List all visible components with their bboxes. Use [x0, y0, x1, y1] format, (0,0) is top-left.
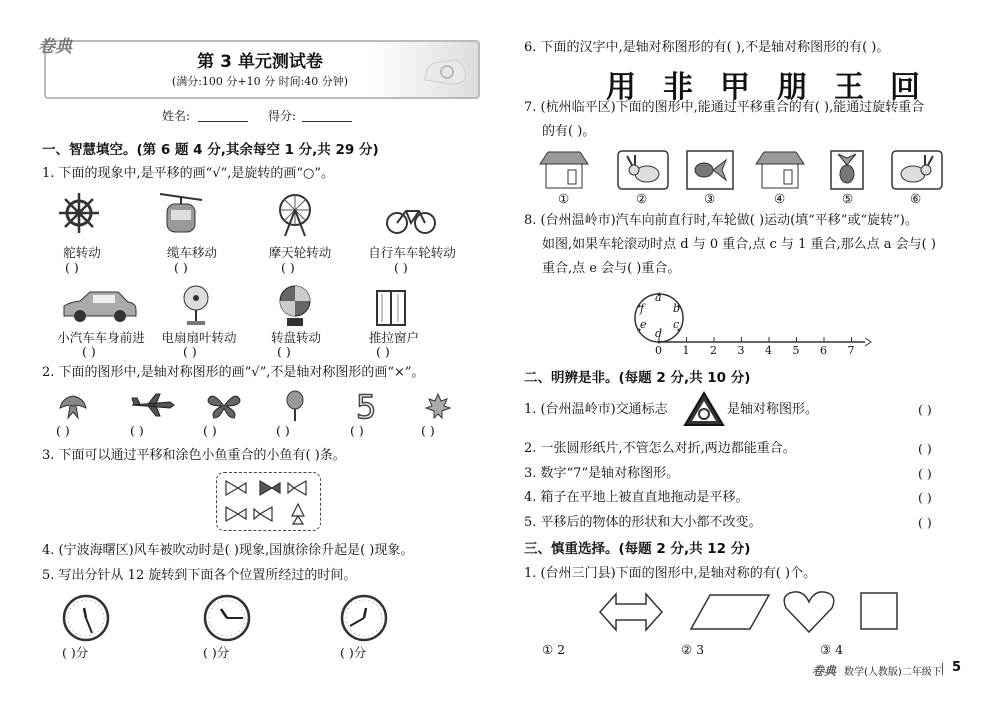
wheel-letter-f: f: [640, 302, 645, 315]
number-line-label: 4: [765, 344, 772, 357]
brand-logo: 卷典: [38, 37, 72, 57]
goldfish-icon-2: [830, 150, 864, 190]
score-line[interactable]: [302, 121, 352, 122]
square-shape: [860, 592, 898, 630]
bicycle-icon: [386, 203, 436, 235]
fan-icon: [178, 284, 214, 326]
q1-label-7: 转盘转动: [270, 330, 321, 345]
number-line-label: 2: [710, 344, 717, 357]
q5-text: 5. 写出分针从 12 旋转到下面各个位置所经过的时间。: [42, 568, 357, 583]
name-line[interactable]: [198, 121, 248, 122]
q7-num-5: ⑤: [842, 191, 854, 206]
helm-wheel-icon: [58, 192, 100, 234]
q2-answer-1[interactable]: ( ): [56, 423, 70, 438]
bird-icon: [58, 392, 88, 420]
q1-label-6: 电扇扇叶转动: [161, 330, 237, 345]
q1-label-4: 自行车车轮转动: [368, 245, 456, 260]
s2-answer-2[interactable]: ( ): [918, 441, 932, 456]
car-icon: [60, 288, 140, 324]
wheel-letter-d: d: [655, 327, 663, 340]
traffic-sign-icon: [683, 391, 725, 427]
cable-car-icon: [160, 190, 202, 236]
number-line-label: 6: [820, 344, 827, 357]
q5-answer-2[interactable]: ( )分: [203, 645, 230, 660]
q2-answer-5[interactable]: ( ): [350, 423, 364, 438]
page-number: 5: [952, 660, 962, 675]
s2-answer-5[interactable]: ( ): [918, 515, 932, 530]
q1-answer-7[interactable]: ( ): [277, 344, 291, 359]
q6-char-6: 回: [890, 70, 920, 105]
rabbit-icon-2: [891, 150, 943, 190]
fish-grid: [216, 472, 320, 530]
q4-text: 4. (宁波海曙区)风车被吹动时是( )现象,国旗徐徐升起是( )现象。: [42, 543, 414, 558]
q1-answer-1[interactable]: ( ): [65, 260, 79, 275]
s2-answer-3[interactable]: ( ): [918, 466, 932, 481]
number-line-label: 1: [682, 344, 690, 357]
q7-text-line1: 7. (杭州临平区)下面的图形中,能通过平移重合的有( ),能通过旋转重合: [524, 100, 925, 115]
footer-divider: [942, 663, 943, 675]
clock-icon-1: [62, 594, 110, 642]
s2-item-4: 4. 箱子在平地上被直直地拖动是平移。: [524, 490, 749, 505]
s2-item-5: 5. 平移后的物体的形状和大小都不改变。: [524, 515, 762, 530]
q2-answer-2[interactable]: ( ): [130, 423, 144, 438]
q1-label-5: 小汽车车身前进: [57, 330, 145, 345]
q1-answer-8[interactable]: ( ): [376, 344, 390, 359]
q6-char-5: 王: [834, 70, 864, 105]
q1-text: 1. 下面的现象中,是平移的画“√”,是旋转的画“○”。: [42, 166, 335, 181]
number-line-label: 3: [737, 344, 745, 357]
heart-shape: [782, 590, 836, 634]
q6-text: 6. 下面的汉字中,是轴对称图形的有( ),不是轴对称图形的有( )。: [524, 40, 890, 55]
turntable-icon: [275, 284, 315, 328]
s2-item-1-post: 是轴对称图形。: [727, 402, 819, 417]
wheel-letter-e: e: [640, 318, 647, 331]
q2-answer-3[interactable]: ( ): [203, 423, 217, 438]
s2-answer-1[interactable]: ( ): [918, 402, 932, 417]
q8-text-line1: 8. (台州温岭市)汽车向前直行时,车轮做( )运动(填“平移”或“旋转”)。: [524, 213, 918, 228]
maple-leaf-icon: [424, 392, 452, 420]
q1-label-8: 推拉窗户: [368, 330, 419, 345]
s2-answer-4[interactable]: ( ): [918, 490, 932, 505]
footer-brand-logo: 卷典: [812, 664, 837, 678]
q7-num-1: ①: [558, 191, 570, 206]
q5-answer-1[interactable]: ( )分: [62, 645, 89, 660]
q2-answer-4[interactable]: ( ): [276, 423, 290, 438]
q1-answer-2[interactable]: ( ): [174, 260, 188, 275]
lollipop-icon: [285, 390, 305, 422]
clock-icon-3: [340, 594, 388, 642]
q2-answer-6[interactable]: ( ): [421, 423, 435, 438]
number-line-label: 5: [792, 344, 800, 357]
s3-option-1[interactable]: ① 2: [542, 642, 566, 657]
sliding-window-icon: [376, 290, 406, 326]
q2-text: 2. 下面的图形中,是轴对称图形的画“√”,不是轴对称图形的画“×”。: [42, 365, 425, 380]
house-icon-1: [538, 150, 590, 190]
s3-option-3[interactable]: ③ 4: [820, 642, 844, 657]
clock-icon-2: [203, 594, 251, 642]
s2-item-1-pre: 1. (台州温岭市)交通标志: [524, 402, 668, 417]
double-arrow-shape: [598, 590, 664, 634]
cloud-decoration: [420, 50, 470, 90]
house-icon-2: [754, 150, 806, 190]
airplane-icon: [130, 392, 174, 418]
score-label: 得分:: [268, 109, 297, 123]
q1-label-2: 缆车移动: [166, 245, 217, 260]
section-1-heading: 一、智慧填空。(第 6 题 4 分,其余每空 1 分,共 29 分): [42, 142, 379, 158]
q7-text-line2: 的有( )。: [542, 124, 596, 139]
s3-q1-text: 1. (台州三门县)下面的图形中,是轴对称的有( )个。: [524, 566, 817, 581]
q6-char-2: 非: [663, 70, 693, 105]
wheel-letter-b: b: [673, 302, 681, 315]
q7-num-2: ②: [636, 191, 648, 206]
q7-num-3: ③: [704, 191, 716, 206]
wheel-letter-c: c: [673, 318, 680, 331]
q6-char-4: 朋: [777, 70, 807, 105]
s2-item-3: 3. 数字“7”是轴对称图形。: [524, 466, 680, 481]
page-title: 第 3 单元测试卷: [197, 52, 323, 72]
q6-char-3: 甲: [720, 70, 750, 105]
q8-text-line2: 如图,如果车轮滚动时点 d 与 0 重合,点 c 与 1 重合,那么点 a 会与( ): [542, 237, 936, 252]
wheel-number-line: [625, 285, 875, 360]
q8-text-line3: 重合,点 e 会与( )重合。: [542, 261, 681, 276]
q7-num-6: ⑥: [910, 191, 922, 206]
wheel-letter-a: a: [655, 291, 662, 304]
section-2-heading: 二、明辨是非。(每题 2 分,共 10 分): [524, 370, 751, 386]
q6-char-1: 用: [606, 70, 636, 105]
s2-item-2: 2. 一张圆形纸片,不管怎么对折,两边都能重合。: [524, 441, 796, 456]
q5-answer-3[interactable]: ( )分: [340, 645, 367, 660]
ferris-wheel-icon: [275, 192, 315, 238]
name-label: 姓名:: [162, 109, 191, 123]
digit-five: 5: [356, 388, 377, 426]
number-line-label: 7: [847, 344, 855, 357]
section-3-heading: 三、慎重选择。(每题 2 分,共 12 分): [524, 541, 751, 557]
q1-answer-5[interactable]: ( ): [82, 344, 96, 359]
q1-label-3: 摩天轮转动: [268, 245, 332, 260]
q3-text: 3. 下面可以通过平移和涂色小鱼重合的小鱼有( )条。: [42, 448, 346, 463]
s3-option-2[interactable]: ② 3: [681, 642, 705, 657]
q1-answer-4[interactable]: ( ): [394, 260, 408, 275]
goldfish-icon-1: [686, 150, 734, 190]
footer-text: 数学(人教版)二年级下: [844, 667, 942, 678]
number-line-label: 0: [655, 344, 662, 357]
butterfly-icon: [206, 392, 242, 420]
q1-answer-3[interactable]: ( ): [281, 260, 295, 275]
q1-answer-6[interactable]: ( ): [183, 344, 197, 359]
q7-num-4: ④: [774, 191, 786, 206]
page-subtitle: (满分:100 分+10 分 时间:40 分钟): [171, 75, 349, 88]
rabbit-icon-1: [617, 150, 669, 190]
q1-label-1: 舵转动: [63, 245, 101, 260]
parallelogram-shape: [690, 594, 770, 630]
